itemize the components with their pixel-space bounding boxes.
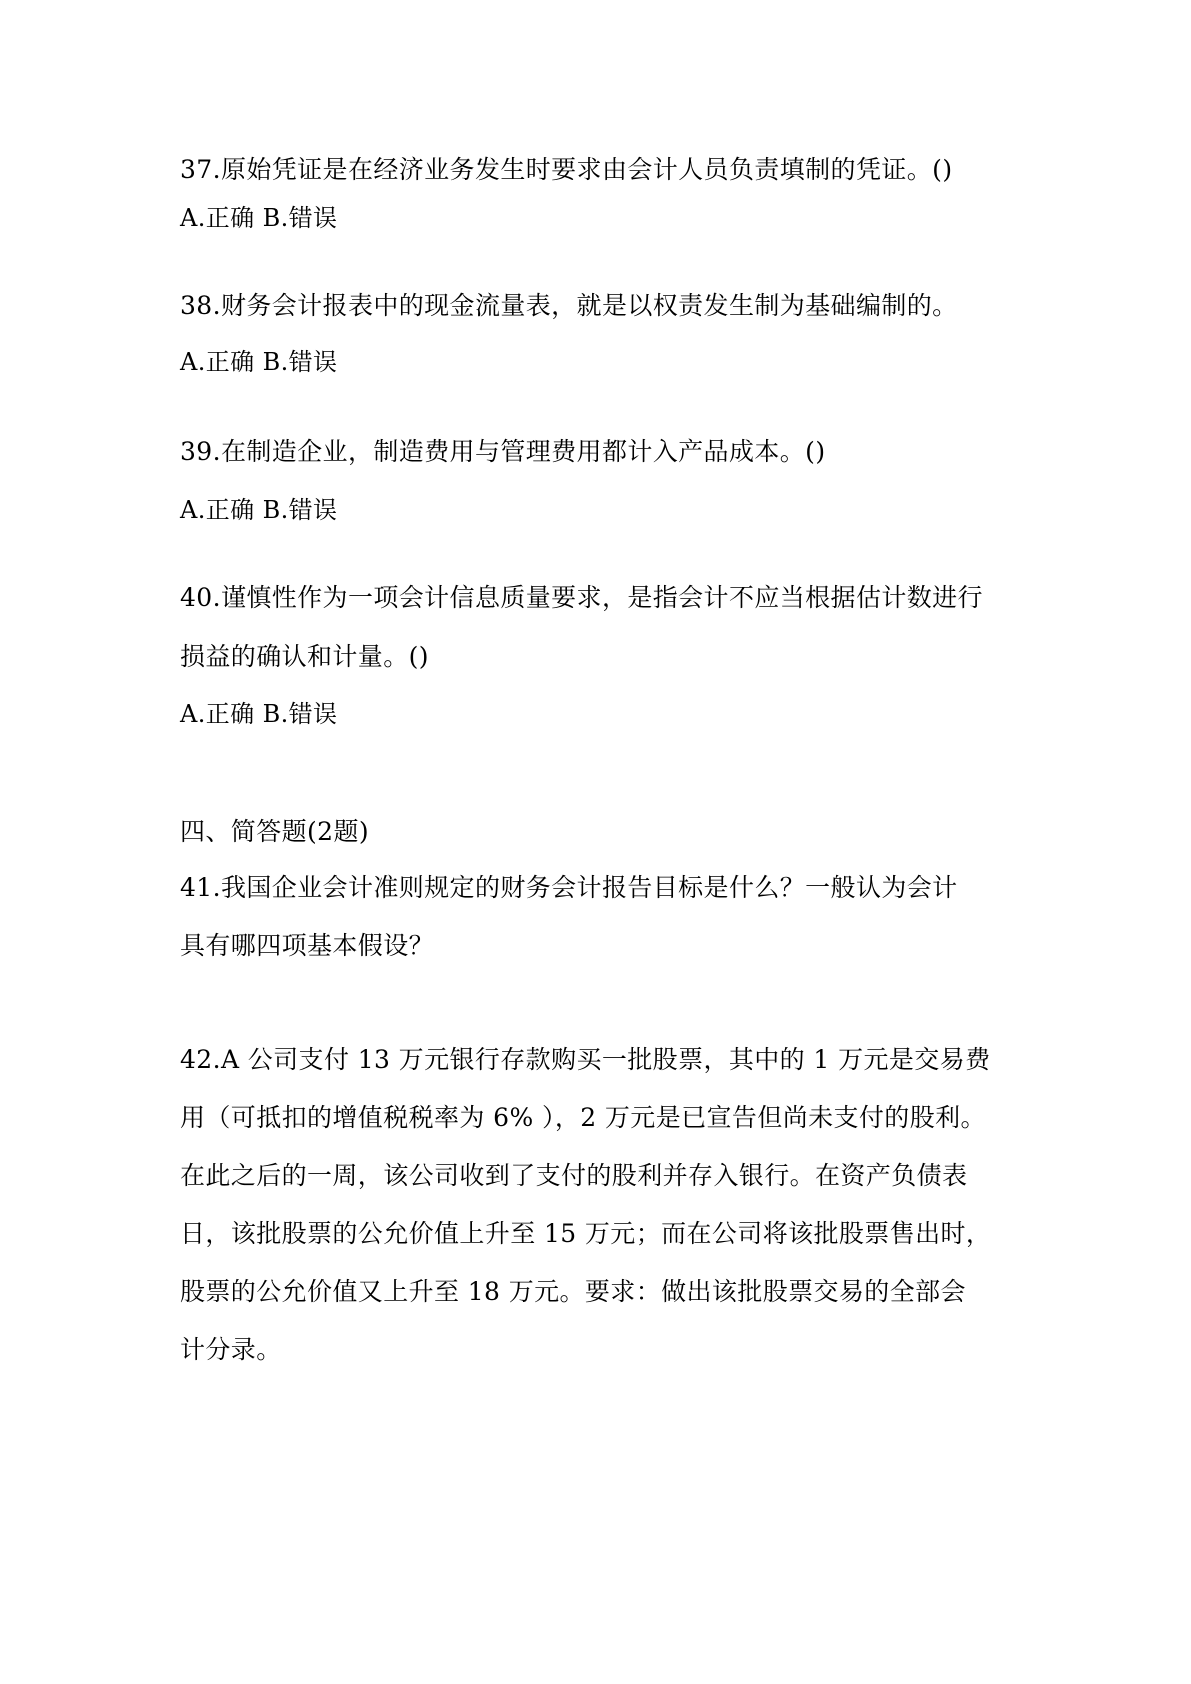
question-39-options: A.正确 B.错误 [180, 496, 338, 524]
question-40-text-line-2: 损益的确认和计量。() [180, 642, 429, 671]
question-42-text-line-5: 股票的公允价值又上升至 18 万元。要求：做出该批股票交易的全部会 [180, 1277, 966, 1306]
question-41-text-line-2: 具有哪四项基本假设？ [180, 931, 435, 960]
section-title: 四、简答题(2题) [180, 817, 370, 846]
question-40-options: A.正确 B.错误 [180, 700, 338, 728]
question-42-text-line-2: 用（可抵扣的增值税税率为 6% ），2 万元是已宣告但尚未支付的股利。 [180, 1103, 986, 1132]
question-42-text-line-3: 在此之后的一周，该公司收到了支付的股利并存入银行。在资产负债表 [180, 1161, 968, 1190]
question-39-text: 39.在制造企业，制造费用与管理费用都计入产品成本。() [180, 437, 826, 466]
question-40-text-line-1: 40.谨慎性作为一项会计信息质量要求，是指会计不应当根据估计数进行 [180, 583, 983, 612]
question-41-text-line-1: 41.我国企业会计准则规定的财务会计报告目标是什么？一般认为会计 [180, 873, 958, 902]
question-42-text-line-6: 计分录。 [180, 1335, 282, 1364]
question-37-text: 37.原始凭证是在经济业务发生时要求由会计人员负责填制的凭证。() [180, 155, 953, 184]
question-38-text: 38.财务会计报表中的现金流量表，就是以权责发生制为基础编制的。 [180, 291, 958, 320]
question-42-text-line-1: 42.A 公司支付 13 万元银行存款购买一批股票，其中的 1 万元是交易费 [180, 1045, 991, 1074]
question-37-options: A.正确 B.错误 [180, 204, 338, 232]
question-38-options: A.正确 B.错误 [180, 348, 338, 376]
question-42-text-line-4: 日，该批股票的公允价值上升至 15 万元；而在公司将该批股票售出时， [180, 1219, 992, 1248]
